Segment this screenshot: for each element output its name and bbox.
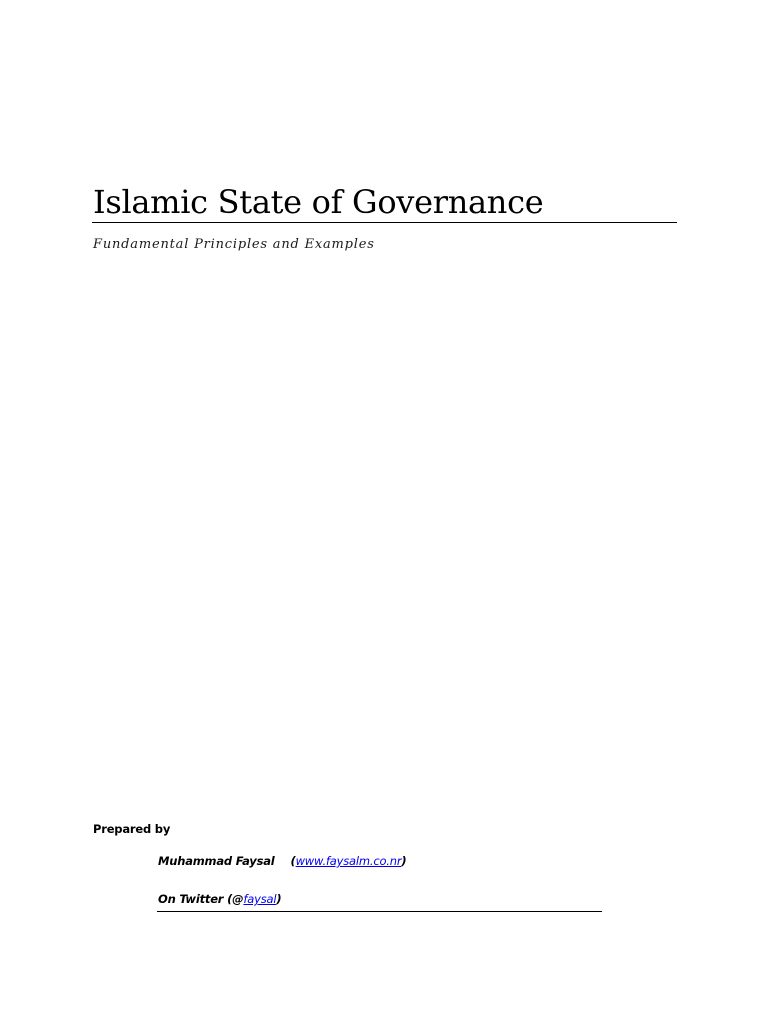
author-open-paren: (	[290, 854, 296, 868]
twitter-handle-link[interactable]: faysal	[243, 892, 277, 906]
author-close-paren: )	[401, 854, 407, 868]
author-line	[158, 853, 406, 869]
twitter-prefix: On Twitter (@	[158, 892, 244, 906]
author-website-link[interactable]: www.faysalm.co.nr	[295, 854, 402, 868]
document-title: Islamic State of Governance	[93, 183, 544, 221]
prepared-by-label: Prepared by	[93, 822, 171, 836]
author-name: Muhammad Faysal	[158, 854, 275, 868]
twitter-suffix: )	[276, 892, 282, 906]
document-subtitle: Fundamental Principles and Examples	[93, 237, 375, 252]
title-underline	[92, 222, 677, 223]
signature-underline	[157, 911, 602, 912]
twitter-line	[158, 891, 281, 907]
